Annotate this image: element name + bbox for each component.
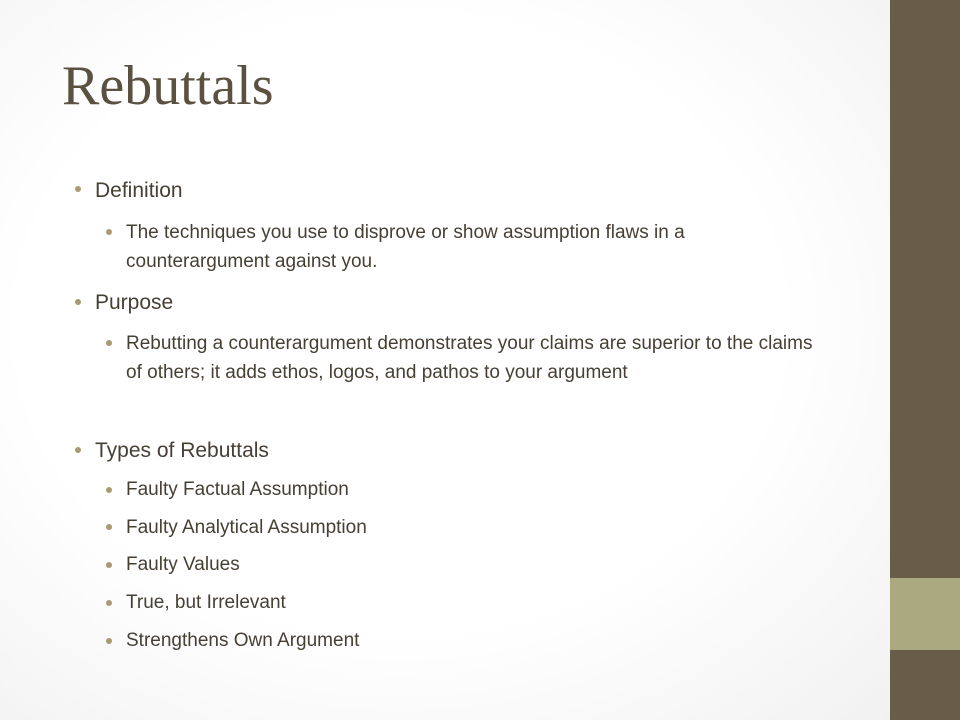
heading-purpose: Purpose	[95, 291, 174, 314]
bullet-icon	[106, 229, 112, 235]
bullet-icon	[106, 562, 112, 568]
list-item: The techniques you use to disprove or show assumption flaws in a counterargument against you.	[126, 222, 685, 272]
sidebar-band-top	[890, 0, 960, 578]
bullet-icon	[106, 340, 112, 346]
bullet-icon	[106, 638, 112, 644]
heading-types-of-rebuttals: Types of Rebuttals	[95, 439, 269, 462]
bullet-icon	[106, 487, 112, 493]
bullet-icon	[75, 186, 81, 192]
list-item: True, but Irrelevant	[126, 592, 286, 613]
list-item: Faulty Factual Assumption	[126, 479, 349, 500]
list-item: Faulty Values	[126, 554, 240, 575]
sidebar-band-accent	[890, 578, 960, 650]
list-item: Strengthens Own Argument	[126, 630, 360, 651]
list-item: Rebutting a counterargument demonstrates your claims are superior to the claims of others; it adds ethos, logos, and pathos to your argument	[126, 333, 813, 383]
bullet-icon	[75, 299, 81, 305]
slide-title: Rebuttals	[62, 55, 274, 117]
sidebar-band-bottom	[890, 650, 960, 720]
bullet-icon	[106, 524, 112, 530]
bullet-icon	[75, 447, 81, 453]
list-item: Faulty Analytical Assumption	[126, 517, 367, 538]
heading-definition: Definition	[95, 179, 183, 202]
bullet-icon	[106, 600, 112, 606]
